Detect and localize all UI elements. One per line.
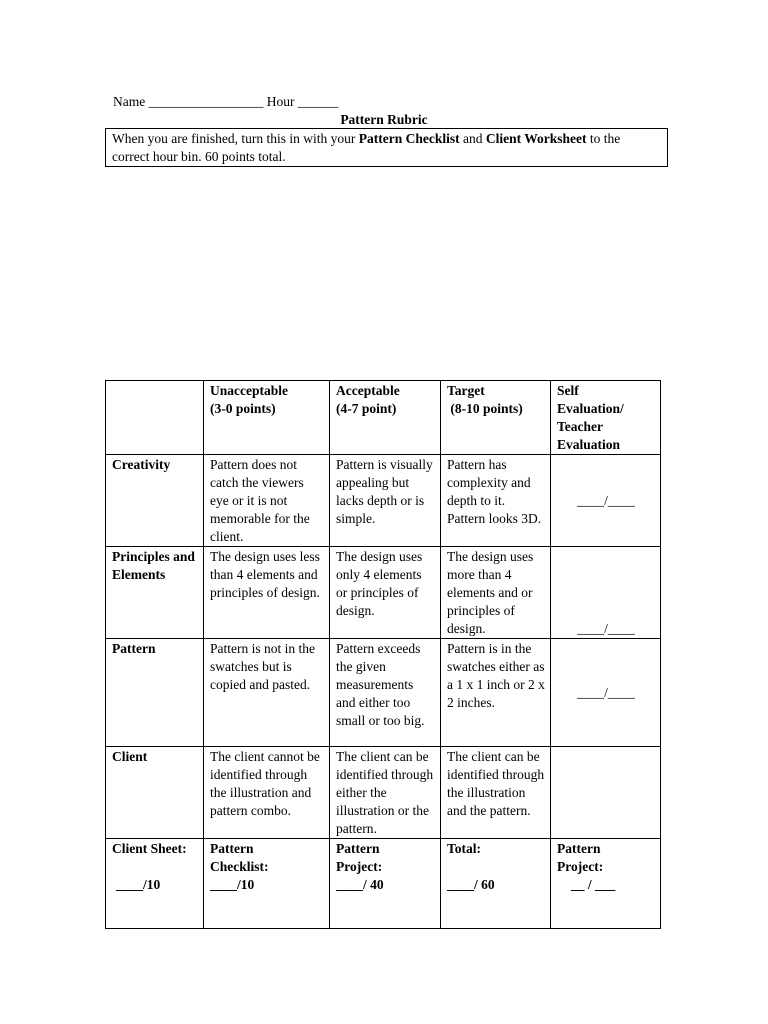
header-unacceptable xyxy=(204,381,330,455)
instructions-text-1: When you are finished, turn this in with your xyxy=(112,131,359,146)
page-title: Pattern Rubric xyxy=(340,112,428,127)
instructions-bold-checklist: Pattern Checklist xyxy=(358,131,460,146)
header-self-line-2: Evaluation/ xyxy=(557,401,624,416)
instructions-box xyxy=(105,128,668,167)
cell-unacceptable: Pattern does not catch the viewers eye or it is not memorable for the client. xyxy=(204,455,330,547)
header-acceptable xyxy=(330,381,441,455)
rubric-row-creativity xyxy=(106,455,661,547)
header-row xyxy=(106,381,661,455)
project-label-2: Project: xyxy=(336,859,383,874)
header-self-line-4: Evaluation xyxy=(557,437,621,452)
client-sheet-score[interactable]: ____/10 xyxy=(116,877,161,892)
header-target-points: (8-10 points) xyxy=(447,401,523,416)
header-target-label: Target xyxy=(447,383,485,398)
score-field[interactable]: ____/____ xyxy=(551,547,661,639)
rubric-row-pattern xyxy=(106,639,661,747)
cell-unacceptable: The design uses less than 4 elements and principles of design. xyxy=(204,547,330,639)
row-label: Pattern xyxy=(106,639,204,747)
cell-acceptable: Pattern exceeds the given measurements and either too small or too big. xyxy=(330,639,441,747)
total-score[interactable]: ____/ 60 xyxy=(447,877,495,892)
cell-target: The client can be identified through the illustration and the pattern. xyxy=(441,747,551,839)
cell-unacceptable: Pattern is not in the swatches but is copied and pasted. xyxy=(204,639,330,747)
project-score[interactable]: ____/ 40 xyxy=(336,877,384,892)
header-acceptable-label: Acceptable xyxy=(336,383,400,398)
instructions-bold-worksheet: Client Worksheet xyxy=(485,131,587,146)
header-empty-cell xyxy=(106,381,204,455)
cell-target: Pattern has complexity and depth to it. Pattern looks 3D. xyxy=(441,455,551,547)
self-project-score[interactable]: __ / ___ xyxy=(571,877,616,892)
header-self-line-1: Self xyxy=(557,383,579,398)
cell-acceptable: The client can be identified through either the illustration or the pattern. xyxy=(330,747,441,839)
row-label: Principles and Elements xyxy=(106,547,204,639)
row-label: Client xyxy=(106,747,204,839)
score-field[interactable]: ____/____ xyxy=(551,455,661,547)
score-field[interactable]: ____/____ xyxy=(551,639,661,747)
header-target xyxy=(441,381,551,455)
checklist-score[interactable]: ____/10 xyxy=(210,877,255,892)
row-label: Creativity xyxy=(106,455,204,547)
self-project-label-2: Project: xyxy=(557,859,604,874)
name-hour-line: Name _________________ Hour ______ xyxy=(113,94,339,109)
totals-row xyxy=(106,839,661,929)
rubric-row-client xyxy=(106,747,661,839)
checklist-label-2: Checklist: xyxy=(210,859,269,874)
rubric-table xyxy=(105,380,661,929)
cell-target: The design uses more than 4 elements and or principles of design. xyxy=(441,547,551,639)
instructions-text-3: to the correct hour bin. 60 points total. xyxy=(112,131,621,164)
header-acceptable-points: (4-7 point) xyxy=(336,401,397,416)
header-self-line-3: Teacher xyxy=(557,419,603,434)
cell-unacceptable: The client cannot be identified through the illustration and pattern combo. xyxy=(204,747,330,839)
score-field xyxy=(551,747,661,839)
client-sheet-cell xyxy=(106,839,204,929)
client-sheet-label: Client Sheet: xyxy=(112,841,187,856)
cell-target: Pattern is in the swatches either as a 1 x 1 inch or 2 x 2 inches. xyxy=(441,639,551,747)
checklist-label-1: Pattern xyxy=(210,841,254,856)
total-cell xyxy=(441,839,551,929)
cell-acceptable: Pattern is visually appealing but lacks depth or is simple. xyxy=(330,455,441,547)
header-unacceptable-label: Unacceptable xyxy=(210,383,288,398)
self-project-label-1: Pattern xyxy=(557,841,601,856)
project-cell xyxy=(330,839,441,929)
cell-acceptable: The design uses only 4 elements or principles of design. xyxy=(330,547,441,639)
instructions-text-2: and xyxy=(459,131,486,146)
header-self-evaluation xyxy=(551,381,661,455)
checklist-cell xyxy=(204,839,330,929)
header-unacceptable-points: (3-0 points) xyxy=(210,401,276,416)
rubric-row-principles xyxy=(106,547,661,639)
total-label: Total: xyxy=(447,841,482,856)
project-label-1: Pattern xyxy=(336,841,380,856)
self-project-cell xyxy=(551,839,661,929)
